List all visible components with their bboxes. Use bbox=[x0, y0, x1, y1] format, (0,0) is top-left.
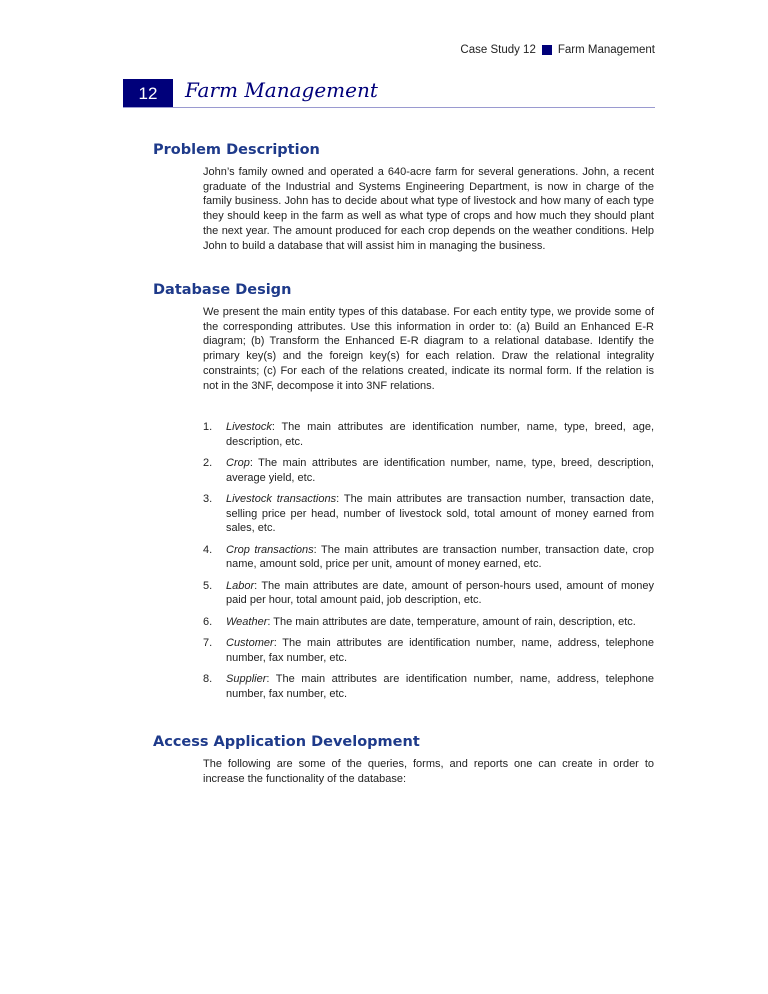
list-number: 4. bbox=[203, 543, 213, 556]
entity-name: Labor bbox=[226, 579, 255, 592]
entity-name: Livestock transactions bbox=[226, 493, 337, 505]
list-text bbox=[226, 579, 654, 608]
entity-list bbox=[203, 420, 654, 708]
entity-name: Customer bbox=[226, 637, 274, 649]
entity-name: Weather bbox=[226, 615, 268, 628]
list-text bbox=[226, 456, 654, 485]
entity-list-item bbox=[203, 615, 654, 630]
section-paragraph-access: The following are some of the queries, forms, and reports one can create in order to increase the functionality of the database: bbox=[203, 758, 654, 785]
list-number: 5. bbox=[203, 579, 213, 592]
list-text bbox=[226, 543, 654, 572]
list-text bbox=[226, 492, 654, 536]
entity-description: : The main attributes are transaction number, transaction date, selling price per head, number of livestock sold, total amount of money earned from sales, etc. bbox=[226, 493, 655, 535]
entity-description: : The main attributes are identification number, name, address, telephone number, fax number, etc. bbox=[226, 673, 654, 700]
entity-description: : The main attributes are date, temperature, amount of rain, description, etc. bbox=[267, 615, 636, 628]
entity-list-item bbox=[203, 672, 654, 701]
title-rule bbox=[123, 107, 655, 108]
list-text bbox=[226, 636, 654, 665]
list-number: 1. bbox=[203, 421, 213, 433]
entity-description: : The main attributes are transaction number, transaction date, crop name, amount sold, price per unit, amount of money earned, etc. bbox=[226, 543, 654, 571]
entity-name: Livestock bbox=[226, 421, 272, 433]
entity-list-item bbox=[203, 492, 654, 536]
section-heading-database: Database Design bbox=[153, 282, 292, 298]
entity-description: : The main attributes are identification number, name, type, breed, description, average yield, etc. bbox=[226, 457, 654, 484]
list-number: 6. bbox=[203, 615, 213, 628]
entity-list-item bbox=[203, 636, 654, 665]
list-number: 8. bbox=[203, 673, 213, 685]
list-number: 3. bbox=[203, 493, 213, 505]
chapter-title: Farm Management bbox=[185, 78, 378, 102]
square-bullet-icon bbox=[542, 45, 552, 55]
entity-description: : The main attributes are identification number, name, address, telephone number, fax number, etc. bbox=[226, 637, 654, 664]
entity-name: Crop transactions bbox=[226, 543, 314, 556]
list-text bbox=[226, 615, 654, 630]
list-number: 7. bbox=[203, 637, 213, 649]
list-text bbox=[226, 420, 654, 449]
section-paragraph-database: We present the main entity types of this database. For each entity type, we provide some of the corresponding attributes. Use this information in order to: (a) Build an Enhanced E-R diagram; (b) Transform the Enhanced E-R diagram to a relational database. Identify the primary key(s) and the foreign key(s) for each relation. Draw the relational integrality constraints; (c) For each of the relations created, indicate its normal form. If the relation is not in the 3NF, decompose it into 3NF relations. bbox=[203, 306, 654, 392]
list-number: 2. bbox=[203, 457, 213, 469]
running-header-right: Farm Management bbox=[557, 44, 655, 56]
running-header bbox=[460, 44, 655, 56]
section-heading-problem: Problem Description bbox=[153, 142, 320, 158]
entity-name: Supplier bbox=[226, 673, 267, 685]
entity-list-item bbox=[203, 543, 654, 572]
section-paragraph-problem: John’s family owned and operated a 640-acre farm for several generations. John, a recent graduate of the Industrial and Systems Engineering Department, is now in charge of the family business. John has to decide about what type of livestock and how many of each type they should keep in the farm as well as what type of crops and how much they should plant the next year. The amount produced for each crop depends on the weather conditions. Help John to build a database that will assist him in managing the business. bbox=[203, 166, 654, 252]
chapter-number: 12 bbox=[123, 79, 173, 108]
entity-list-item bbox=[203, 420, 654, 449]
section-heading-access: Access Application Development bbox=[153, 734, 420, 750]
running-header-left: Case Study 12 bbox=[460, 44, 536, 56]
entity-description: : The main attributes are date, amount of person-hours used, amount of money paid per hour, total amount paid, job description, etc. bbox=[226, 579, 654, 607]
entity-list-item bbox=[203, 456, 654, 485]
entity-description: : The main attributes are identification number, name, type, breed, age, description, etc. bbox=[226, 421, 654, 448]
entity-name: Crop bbox=[226, 457, 250, 469]
list-text bbox=[226, 672, 654, 701]
entity-list-item bbox=[203, 579, 654, 608]
